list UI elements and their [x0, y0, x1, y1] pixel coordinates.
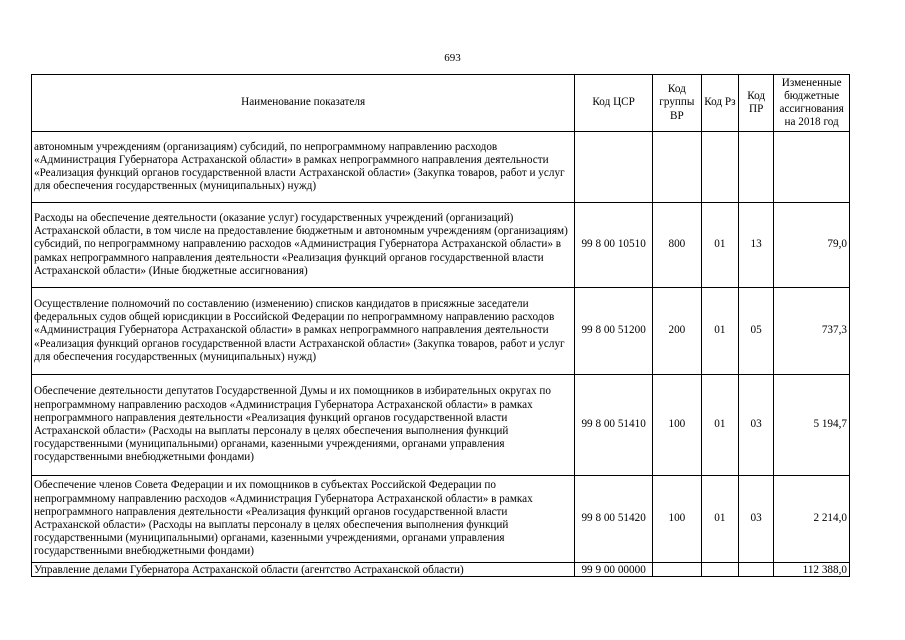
table-row — [32, 375, 850, 476]
row-amount: 2 214,0 — [774, 476, 850, 563]
row-pr: 05 — [739, 288, 774, 375]
row-pr: 03 — [739, 375, 774, 476]
page-number: 693 — [444, 52, 461, 64]
row-vr: 100 — [653, 375, 702, 476]
row-csr: 99 8 00 51410 — [575, 375, 653, 476]
row-vr — [653, 132, 702, 203]
row-name: Управление делами Губернатора Астраханской области (агентство Астраханской области) — [32, 563, 575, 577]
row-name: Обеспечение членов Совета Федерации и их помощников в субъектах Российской Федерации по непрограммному направлению расходов «Администрация Губернатора Астраханской области» в рамках непрограммного направления деятельности «Реализация функций органов государственной власти Астраханской области» (Расходы на выплаты персоналу в целях обеспечения выполнения функций государственными (муниципальными) органами, казенными учреждениями, органами управления государственными внебюджетными фондами) — [32, 476, 575, 563]
row-vr: 100 — [653, 476, 702, 563]
row-rz — [701, 132, 738, 203]
row-vr: 800 — [653, 203, 702, 288]
row-amount: 5 194,7 — [774, 375, 850, 476]
row-name: Обеспечение деятельности депутатов Государственной Думы и их помощников в избирательных округах по непрограммному направлению расходов «Администрация Губернатора Астраханской области» в рамках непрограммного направления деятельности «Реализация функций органов государственной власти Астраханской области» (Расходы на выплаты персоналу в целях обеспечения выполнения функций государственными (муниципальными) органами, казенными учреждениями, органами управления государственными внебюджетными фондами) — [32, 375, 575, 476]
row-amount — [774, 132, 850, 203]
row-name: автономным учреждениям (организациям) субсидий, по непрограммному направлению расходов «Администрация Губернатора Астраханской области» в рамках непрограммного направления деятельности «Реализация функций органов государственной власти Астраханской области» (Закупка товаров, работ и услуг для обеспечения государственных (муниципальных) нужд) — [32, 132, 575, 203]
row-rz — [701, 563, 738, 577]
row-vr: 200 — [653, 288, 702, 375]
row-vr — [653, 563, 702, 577]
row-pr: 13 — [739, 203, 774, 288]
row-pr: 03 — [739, 476, 774, 563]
row-rz: 01 — [701, 203, 738, 288]
row-csr: 99 8 00 10510 — [575, 203, 653, 288]
row-name: Осуществление полномочий по составлению (изменению) списков кандидатов в присяжные заседатели федеральных судов общей юрисдикции в Российской Федерации по непрограммному направлению расходов «Администрация Губернатора Астраханской области» в рамках непрограммного направления деятельности «Реализация функций органов государственной власти Астраханской области» (Закупка товаров, работ и услуг для обеспечения государственных (муниципальных) нужд) — [32, 288, 575, 375]
header-csr: Код ЦСР — [575, 75, 653, 132]
row-name: Расходы на обеспечение деятельности (оказание услуг) государственных учреждений (организаций) Астраханской области, в том числе на предоставление бюджетным и автономным учреждениям (организациям) субсидий, по непрограммному направлению расходов «Администрация Губернатора Астраханской области» в рамках непрограммного направления деятельности «Реализация функций органов государственной власти Астраханской области» (Иные бюджетные ассигнования) — [32, 203, 575, 288]
table-row — [32, 476, 850, 563]
row-csr: 99 9 00 00000 — [575, 563, 653, 577]
row-amount: 79,0 — [774, 203, 850, 288]
table-row — [32, 563, 850, 577]
budget-table — [31, 74, 850, 577]
row-pr — [739, 132, 774, 203]
row-rz: 01 — [701, 476, 738, 563]
table-row — [32, 132, 850, 203]
row-rz: 01 — [701, 375, 738, 476]
table-row — [32, 288, 850, 375]
row-pr — [739, 563, 774, 577]
header-amount: Измененные бюджетные ассигнования на 2018 год — [774, 75, 850, 132]
row-csr — [575, 132, 653, 203]
header-name: Наименование показателя — [32, 75, 575, 132]
row-rz: 01 — [701, 288, 738, 375]
header-pr: Код ПР — [739, 75, 774, 132]
header-rz: Код Рз — [701, 75, 738, 132]
row-amount: 112 388,0 — [774, 563, 850, 577]
header-vr: Код группы ВР — [653, 75, 702, 132]
row-amount: 737,3 — [774, 288, 850, 375]
row-csr: 99 8 00 51420 — [575, 476, 653, 563]
row-csr: 99 8 00 51200 — [575, 288, 653, 375]
table-header-row — [32, 75, 850, 132]
table-row — [32, 203, 850, 288]
